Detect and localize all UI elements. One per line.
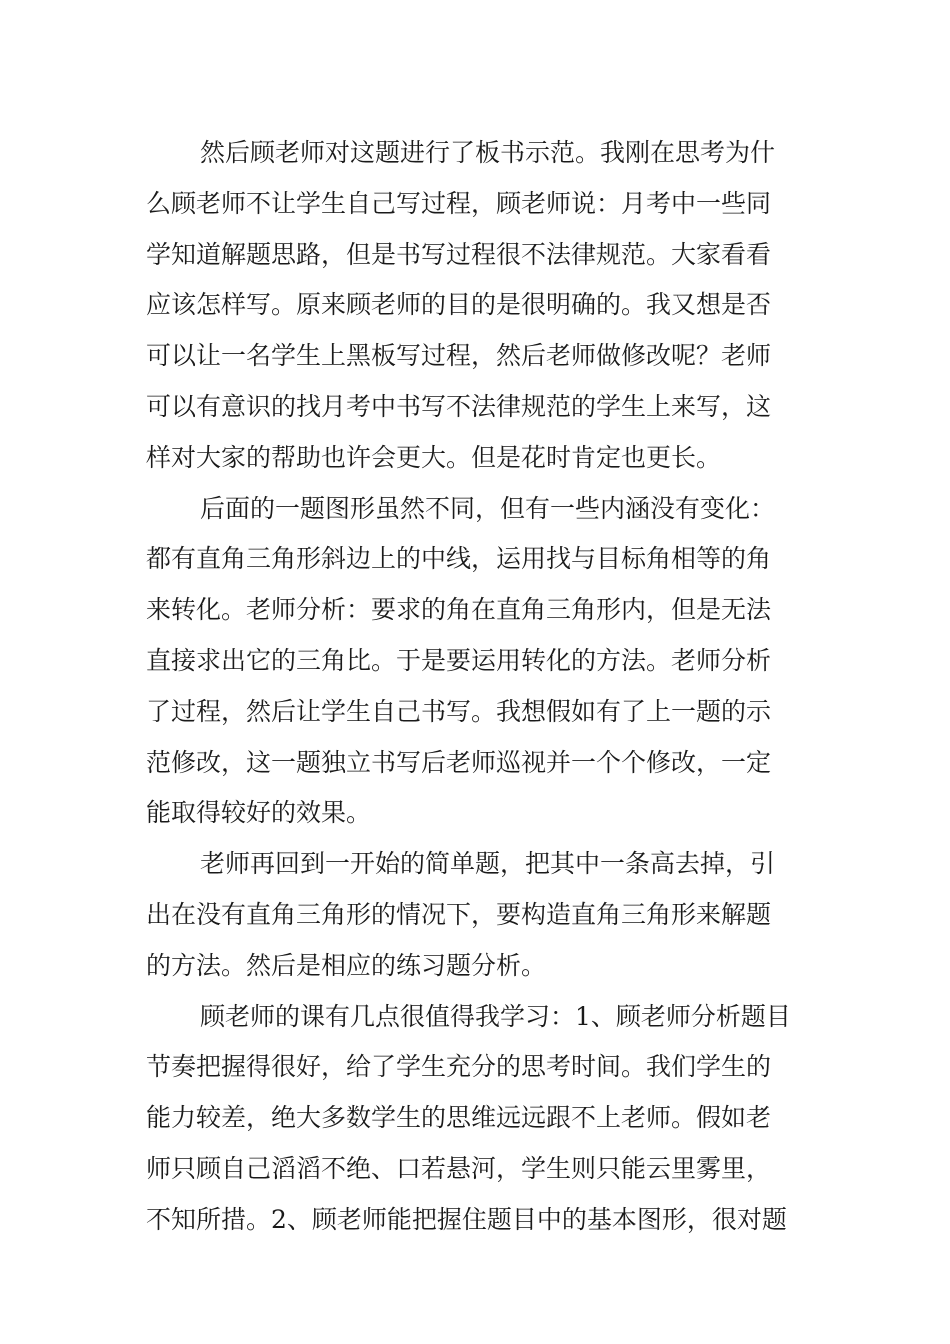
text-line: 来转化。老师分析：要求的角在直角三角形内，但是无法 xyxy=(146,595,772,625)
text-line: 直接求出它的三角比。于是要运用转化的方法。老师分析 xyxy=(146,645,772,675)
paragraph-1 xyxy=(146,128,810,484)
text-line: 的方法。然后是相应的练习题分析。 xyxy=(146,950,547,980)
text-line: 应该怎样写。原来顾老师的目的是很明确的。我又想是否 xyxy=(146,290,772,320)
paragraph-2 xyxy=(146,484,810,840)
text-line: 样对大家的帮助也许会更大。但是花时肯定也更长。 xyxy=(146,442,722,472)
text-line: 可以让一名学生上黑板写过程，然后老师做修改呢？老师 xyxy=(146,341,772,371)
text-line: 范修改，这一题独立书写后老师巡视并一个个修改，一定 xyxy=(146,747,772,777)
text-line: 节奏把握得很好，给了学生充分的思考时间。我们学生的 xyxy=(146,1052,772,1082)
text-line: 不知所措。2、顾老师能把握住题目中的基本图形，很对题 xyxy=(146,1204,787,1234)
text-line: 能取得较好的效果。 xyxy=(146,798,372,828)
text-line: 然后顾老师对这题进行了板书示范。我刚在思考为什 xyxy=(200,138,776,167)
text-line: 了过程，然后让学生自己书写。我想假如有了上一题的示 xyxy=(146,696,772,726)
text-line: 老师再回到一开始的简单题，把其中一条高去掉，引 xyxy=(200,849,776,879)
text-line: 顾老师的课有几点很值得我学习：1、顾老师分析题目 xyxy=(200,1001,791,1031)
text-line: 学知道解题思路，但是书写过程很不法律规范。大家看看 xyxy=(146,239,772,269)
text-line: 出在没有直角三角形的情况下，要构造直角三角形来解题 xyxy=(146,899,772,929)
document-body xyxy=(146,128,810,1246)
text-line: 能力较差，绝大多数学生的思维远远跟不上老师。假如老 xyxy=(146,1103,772,1133)
text-line: 后面的一题图形虽然不同，但有一些内涵没有变化： xyxy=(200,493,776,523)
paragraph-3 xyxy=(146,839,810,991)
text-line: 师只顾自己滔滔不绝、口若悬河，学生则只能云里雾里， xyxy=(146,1153,772,1183)
text-line: 可以有意识的找月考中书写不法律规范的学生上来写，这 xyxy=(146,391,772,421)
text-line: 都有直角三角形斜边上的中线，运用找与目标角相等的角 xyxy=(146,544,772,574)
paragraph-4 xyxy=(146,992,810,1246)
text-line: 么顾老师不让学生自己写过程，顾老师说：月考中一些同 xyxy=(146,188,772,218)
